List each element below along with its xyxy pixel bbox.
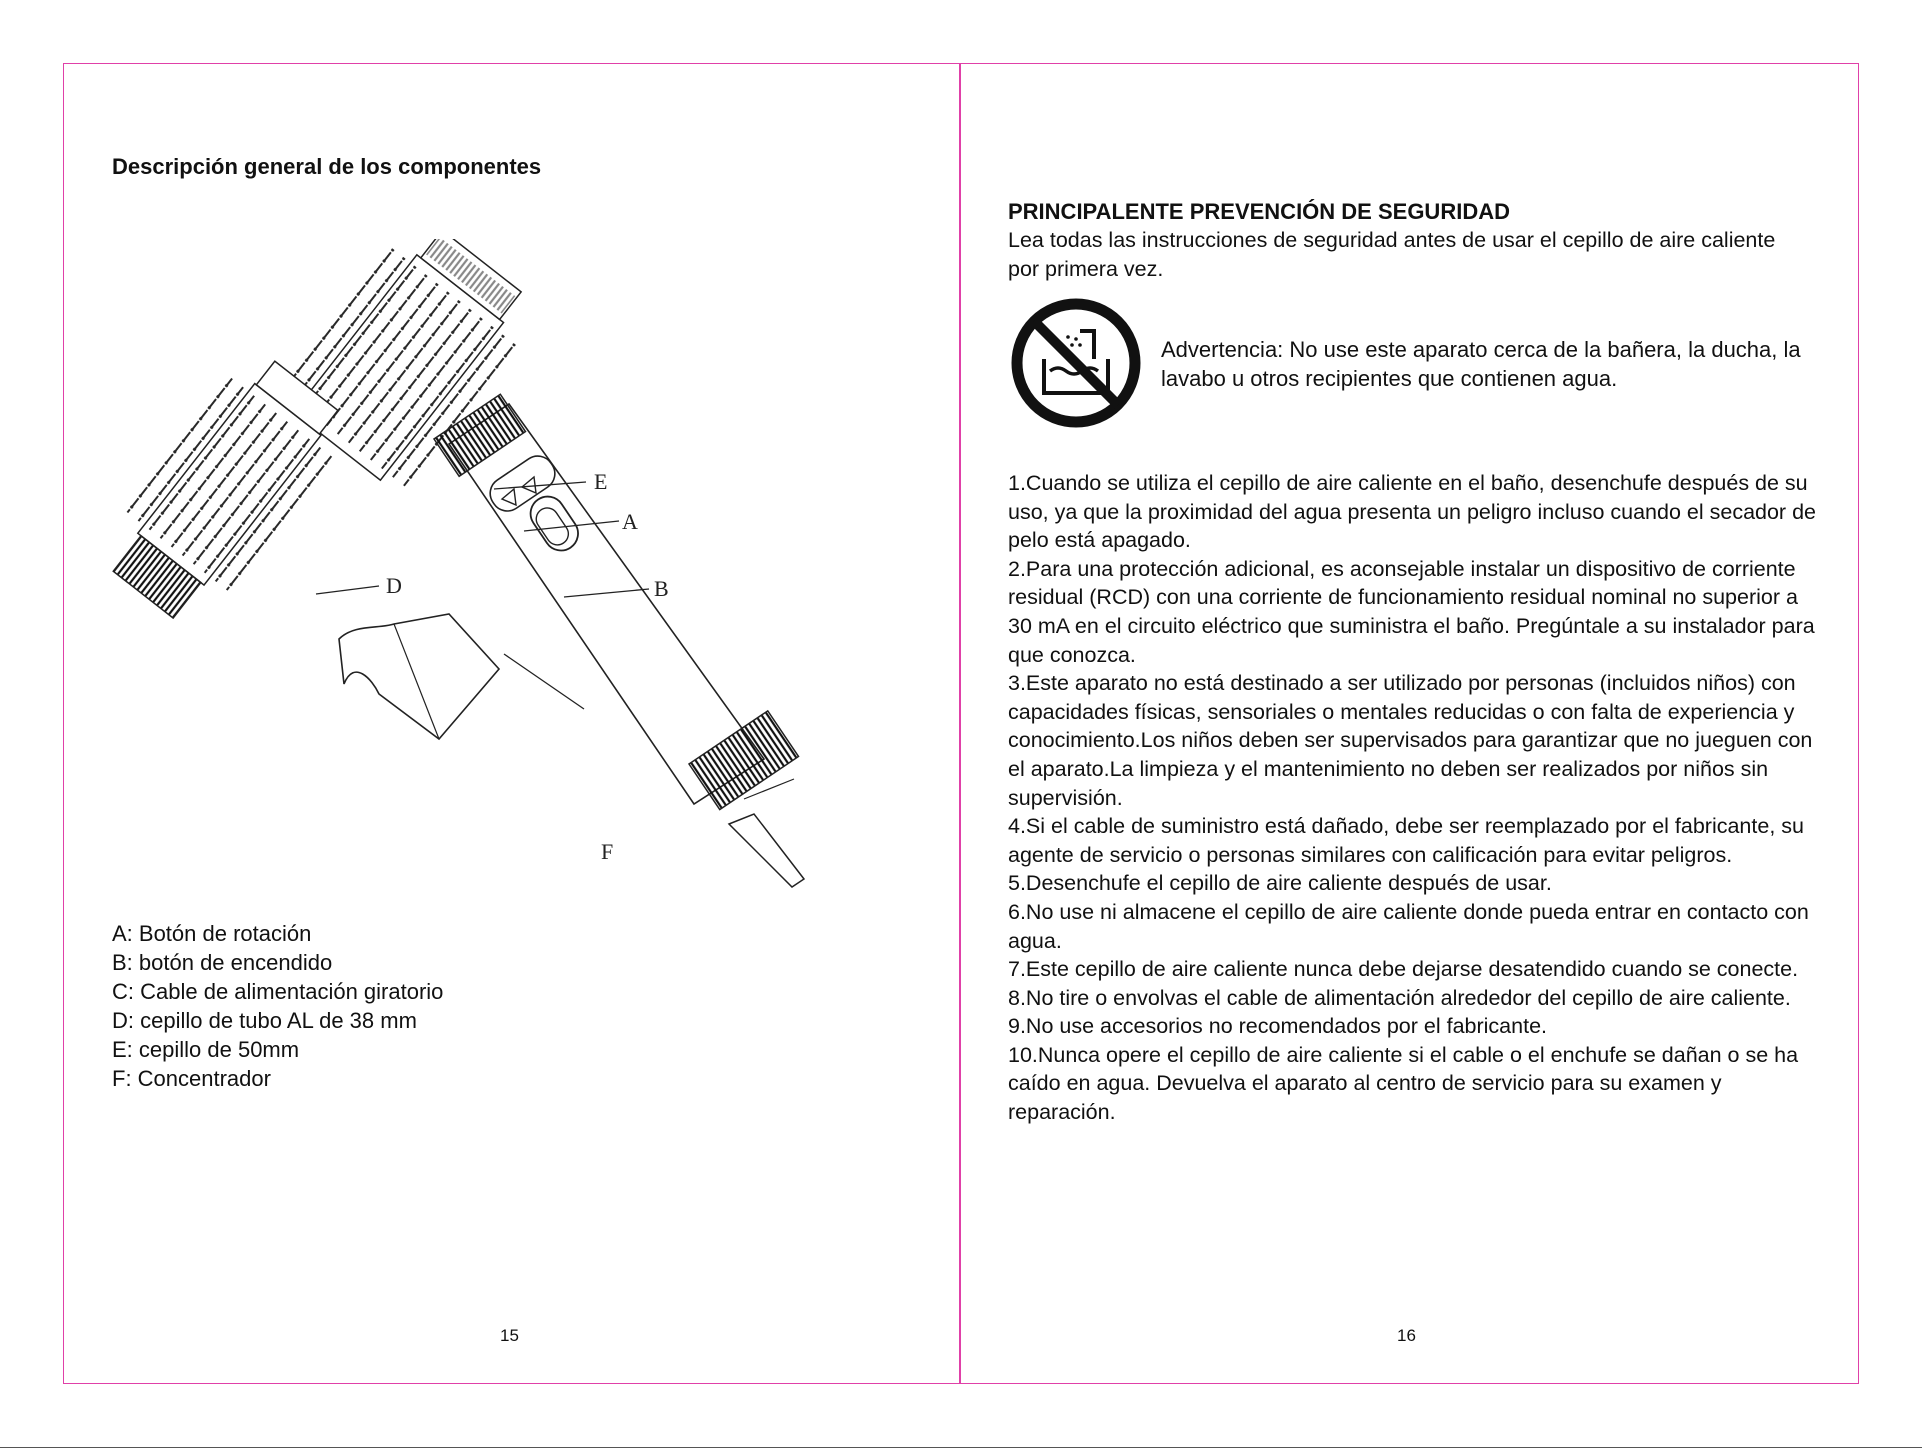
- rule-item: 8.No tire o envolvas el cable de alimentación alrededor del cepillo de aire caliente.: [1008, 985, 1791, 1010]
- rule-item: 1.Cuando se utiliza el cepillo de aire caliente en el baño, desenchufe después de su uso, ya que la proximidad del agua presenta un peligro incluso cuando el secador de pelo está apagado.: [1008, 471, 1816, 553]
- label-f: F: [601, 839, 614, 864]
- rule-item: 9.No use accesorios no recomendados por el fabricante.: [1008, 1014, 1548, 1039]
- label-a: A: [622, 509, 638, 534]
- label-d: D: [386, 573, 402, 598]
- components-heading: Descripción general de los componentes: [112, 154, 542, 179]
- page-number: 15: [500, 1326, 519, 1345]
- components-legend: [112, 919, 443, 1093]
- rule-item: 3.Este aparato no está destinado a ser utilizado por personas (incluidos niños) con capacidades físicas, sensoriales o mentales reducidas o con falta de experiencia y conocimiento.Los niños deben ser supervisados para garantizar que no jueguen con el aparato.La limpieza y el mantenimiento no deben ser realizados por niños sin supervisión.: [1008, 671, 1813, 810]
- rule-item: 6.No use ni almacene el cepillo de aire caliente donde pueda entrar en contacto con agua.: [1008, 899, 1809, 953]
- rule-item: 2.Para una protección adicional, es aconsejable instalar un dispositivo de corriente residual (RCD) con una corriente de funcionamiento residual nominal no superior a 30 mA en el circuito eléctrico que suministra el baño. Pregúntale a su instalador para que conozca.: [1008, 556, 1815, 667]
- concentrator-nozzle: [339, 614, 499, 739]
- legend-item: A: Botón de rotación: [112, 921, 312, 946]
- no-water-bath-icon: [1010, 297, 1142, 429]
- safety-intro: Lea todas las instrucciones de seguridad antes de usar el cepillo de aire caliente por primera vez.: [1008, 228, 1776, 281]
- right-page: [959, 63, 1859, 1384]
- rule-item: 10.Nunca opere el cepillo de aire caliente si el cable o el enchufe se dañan o se ha caído en agua. Devuelva el aparato al centro de servicio para su examen y reparación.: [1008, 1042, 1799, 1125]
- legend-item: F: Concentrador: [112, 1066, 271, 1091]
- safety-rules-list: [1008, 469, 1818, 1127]
- legend-item: D: cepillo de tubo AL de 38 mm: [112, 1008, 417, 1033]
- brush-handle: [434, 394, 804, 887]
- legend-item: E: cepillo de 50mm: [112, 1037, 300, 1062]
- footer-rule: [0, 1447, 1922, 1448]
- legend-item: B: botón de encendido: [112, 950, 333, 975]
- left-page: [63, 63, 961, 1384]
- label-b: B: [654, 576, 669, 601]
- label-e: E: [594, 469, 608, 494]
- page-number: 16: [1397, 1326, 1416, 1345]
- legend-item: C: Cable de alimentación giratorio: [112, 979, 444, 1004]
- rule-item: 5.Desenchufe el cepillo de aire caliente después de usar.: [1008, 871, 1552, 896]
- rule-item: 7.Este cepillo de aire caliente nunca debe dejarse desatendido cuando se conecte.: [1008, 957, 1799, 982]
- warning-text: Advertencia: No use este aparato cerca de la bañera, la ducha, la lavabo u otros recipientes que contienen agua.: [1161, 337, 1801, 391]
- hair-dryer-brush-diagram: [104, 239, 924, 919]
- rule-item: 4.Si el cable de suministro está dañado, debe ser reemplazado por el fabricante, su agente de servicio o personas similares con calificación para evitar peligros.: [1008, 814, 1804, 867]
- safety-heading: PRINCIPALENTE PREVENCIÓN DE SEGURIDAD: [1008, 199, 1510, 224]
